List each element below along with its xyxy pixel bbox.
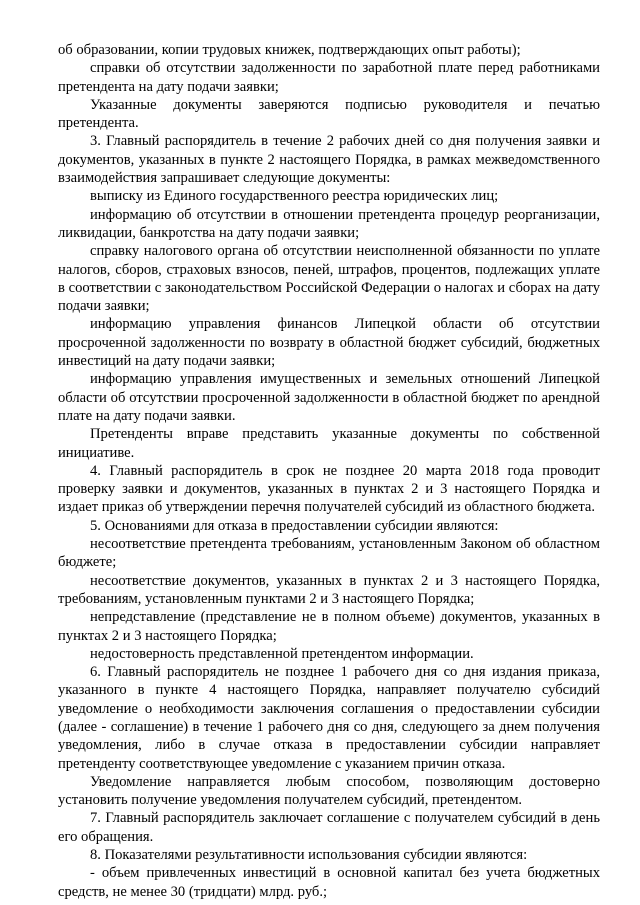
paragraph: 5. Основаниями для отказа в предоставлении субсидии являются: bbox=[90, 517, 499, 534]
paragraph: непредставление (представление не в полном объеме) документов, указанных в пунктах 2 и 3 настоящего Порядка; bbox=[58, 609, 600, 644]
paragraph: 3. Главный распорядитель в течение 2 рабочих дней со дня получения заявки и документов, указанных в пункте 2 настоящего Порядка, в рамках межведомственного взаимодействия запрашивает следующие документы: bbox=[58, 133, 600, 187]
paragraph: Уведомление направляется любым способом, позволяющим достоверно установить получение уведомления получателем субсидий, претендентом. bbox=[58, 773, 600, 809]
document-body bbox=[58, 41, 600, 901]
paragraph: информацию управления финансов Липецкой области об отсутствии просроченной задолженности по возврату в областной бюджет субсидий, бюджетных инвестиций на дату подачи заявки; bbox=[58, 316, 600, 370]
paragraph: недостоверность представленной претендентом информации. bbox=[90, 645, 474, 662]
paragraph: 7. Главный распорядитель заключает соглашение с получателем субсидий в день его обращения. bbox=[58, 810, 600, 845]
paragraph: информацию управления имущественных и земельных отношений Липецкой области об отсутствии просроченной задолженности в областной бюджет по арендной плате на дату подачи заявки. bbox=[58, 371, 600, 424]
paragraph: несоответствие претендента требованиям, установленным Законом об областном бюджете; bbox=[58, 536, 600, 571]
paragraph: справки об отсутствии задолженности по заработной плате перед работниками претендента на дату подачи заявки; bbox=[58, 60, 600, 95]
paragraph: - объем привлеченных инвестиций в основной капитал без учета бюджетных средств, не менее 30 (тридцати) млрд. руб.; bbox=[58, 865, 600, 900]
paragraph-continuation: об образовании, копии трудовых книжек, подтверждающих опыт работы); bbox=[58, 42, 521, 58]
paragraph: Претенденты вправе представить указанные документы по собственной инициативе. bbox=[58, 426, 600, 461]
paragraph: справку налогового органа об отсутствии неисполненной обязанности по уплате налогов, сборов, страховых взносов, пеней, штрафов, процентов, подлежащих уплате в соответствии с законодательством Российской Федерации о налогах и сборах на дату подачи заявки; bbox=[58, 243, 600, 315]
paragraph: информацию об отсутствии в отношении претендента процедур реорганизации, ликвидации, банкротства на дату подачи заявки; bbox=[58, 206, 600, 241]
paragraph: 6. Главный распорядитель не позднее 1 рабочего дня со дня издания приказа, указанного в пункте 4 настоящего Порядка, направляет получателю субсидий уведомление о необходимости заключения соглашения о предоставлении субсидии (далее - соглашение) в течение 1 рабочего дня со дня, следующего за днем получения уведомления, либо в случае отказа в предоставлении субсидии направляет претенденту соответствующее уведомление с указанием причин отказа. bbox=[58, 664, 600, 772]
paragraph: Указанные документы заверяются подписью руководителя и печатью претендента. bbox=[58, 96, 600, 132]
paragraph: 4. Главный распорядитель в срок не позднее 20 марта 2018 года проводит проверку заявки и документов, указанных в пунктах 2 и 3 настоящего Порядка и издает приказ об утверждении перечня получателей субсидий из областного бюджета. bbox=[58, 462, 600, 516]
paragraph: несоответствие документов, указанных в пунктах 2 и 3 настоящего Порядка, требованиям, установленным пунктами 2 и 3 настоящего Порядка; bbox=[58, 572, 600, 607]
paragraph: 8. Показателями результативности использования субсидии являются: bbox=[90, 847, 528, 864]
paragraph: выписку из Единого государственного реестра юридических лиц; bbox=[90, 188, 499, 205]
